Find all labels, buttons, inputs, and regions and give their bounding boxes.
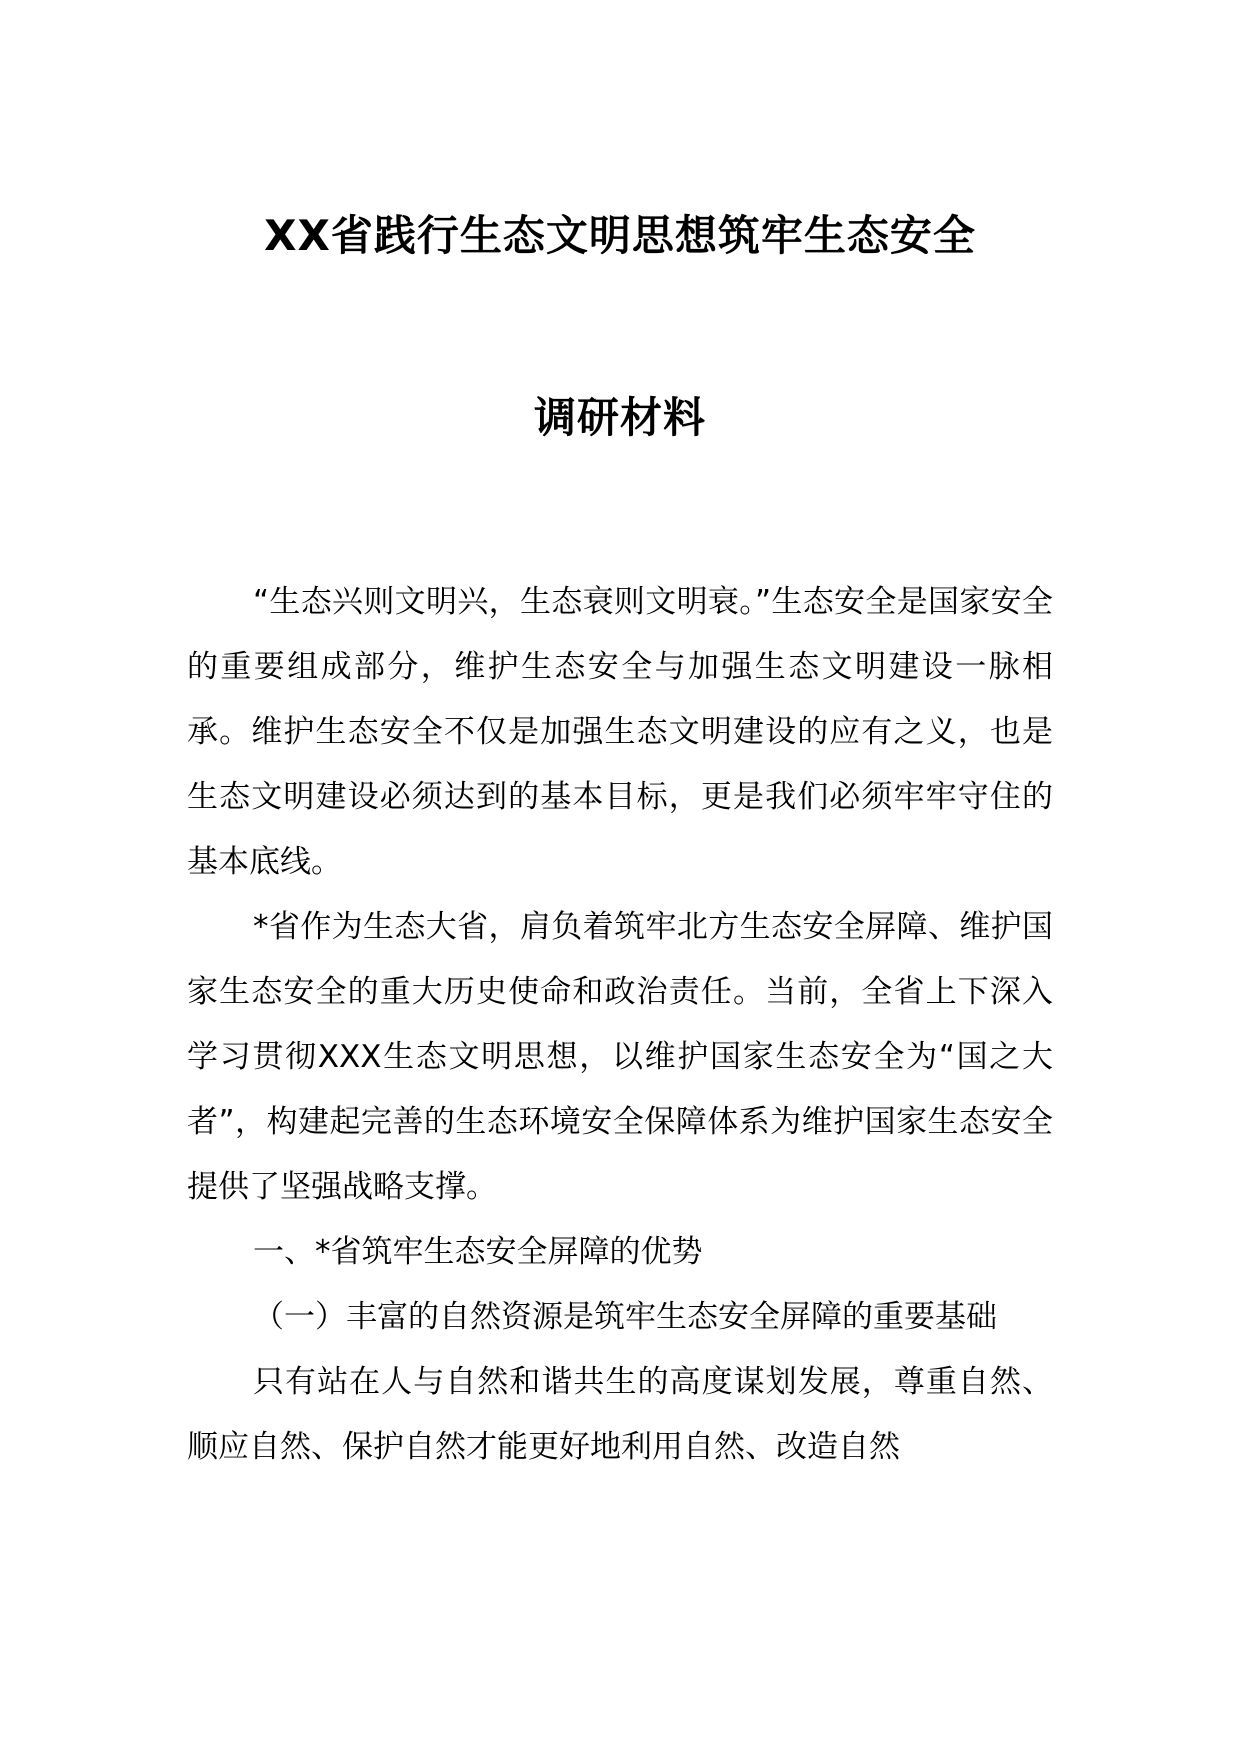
paragraph-nature: 只有站在人与自然和谐共生的高度谋划发展，尊重自然、顺应自然、保护自然才能更好地利用自然、改造自然 [187, 1364, 1053, 1465]
paragraph-intro: “生态兴则文明兴，生态衰则文明衰。”生态安全是国家安全的重要组成部分，维护生态安全与加强生态文明建设一脉相承。维护生态安全不仅是加强生态文明建设的应有之义，也是生态文明建设必须达到的基本目标，更是我们必须牢牢守住的基本底线。 [187, 584, 1053, 880]
document-title-line-2: 调研材料 [533, 393, 706, 442]
document-body [187, 570, 1053, 1480]
section-heading-1: 一、*省筑牢生态安全屏障的优势 [253, 1234, 703, 1270]
subsection-heading-1: （一）丰富的自然资源是筑牢生态安全屏障的重要基础 [253, 1299, 997, 1335]
document-title-line-1: XX省践行生态文明思想筑牢生态安全 [264, 211, 976, 260]
paragraph-province: *省作为生态大省，肩负着筑牢北方生态安全屏障、维护国家生态安全的重大历史使命和政治责任。当前，全省上下深入学习贯彻XXX生态文明思想，以维护国家生态安全为“国之大者”，构建起完善的生态环境安全保障体系为维护国家生态安全提供了坚强战略支撑。 [187, 909, 1053, 1205]
